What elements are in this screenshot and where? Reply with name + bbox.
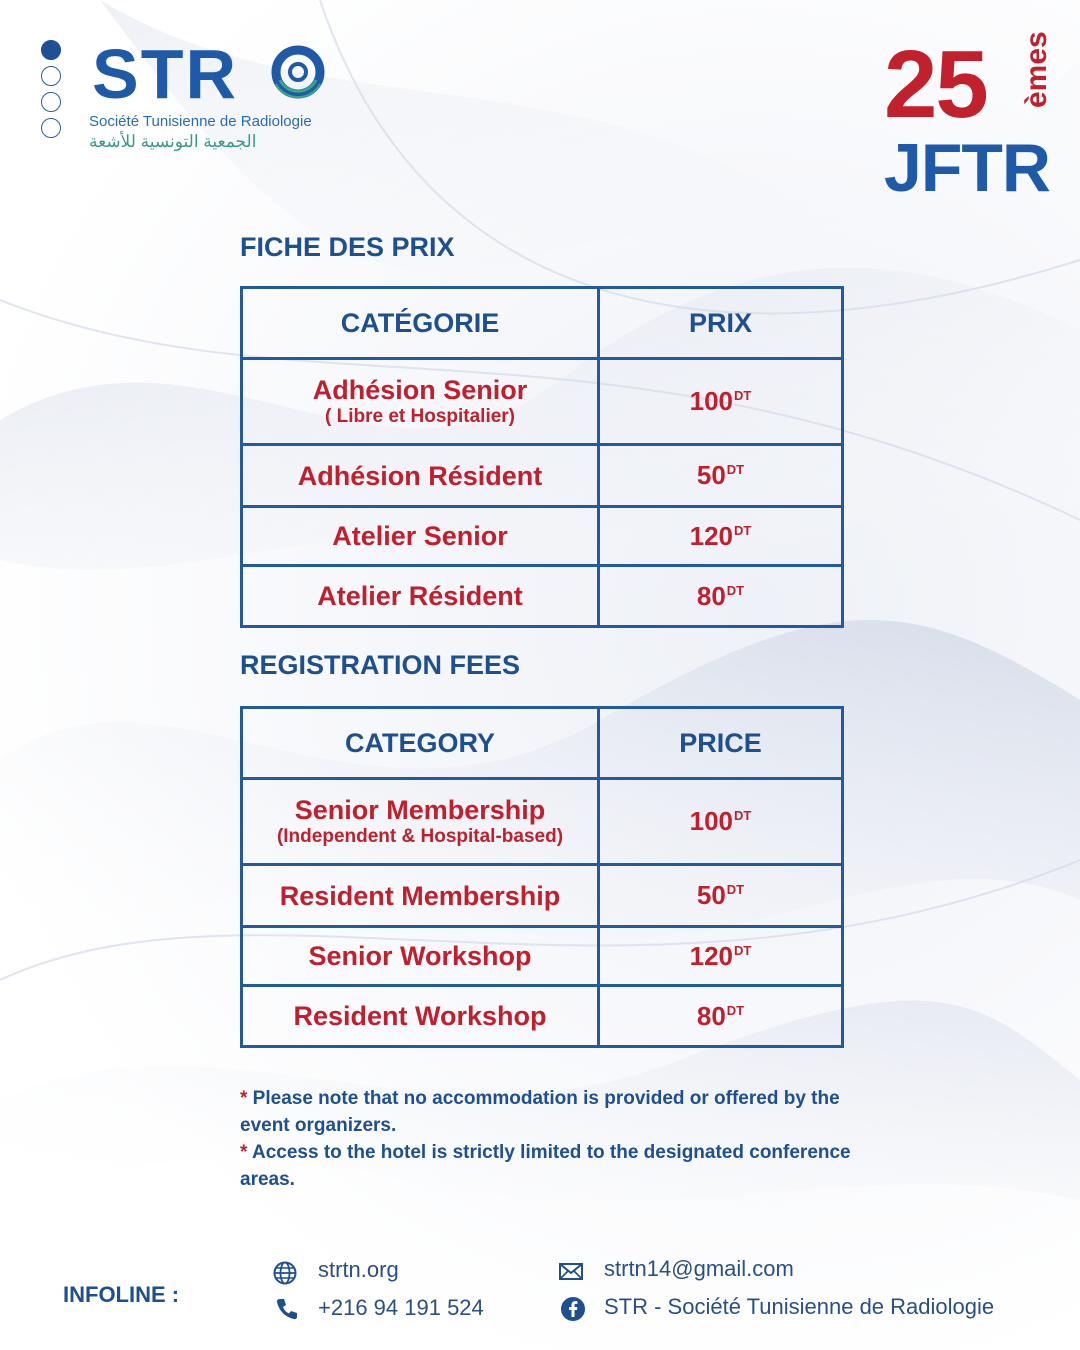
price-value: 120 (689, 940, 734, 971)
category-cell (242, 986, 599, 1047)
category-cell (242, 359, 599, 445)
phone-number[interactable]: +216 94 191 524 (318, 1295, 484, 1320)
logo-dot (41, 40, 61, 60)
price-value: 120 (689, 520, 734, 551)
currency: DT (726, 1002, 745, 1018)
logo-subtitle: Société Tunisienne de Radiologie (89, 113, 312, 130)
price-cell (599, 986, 843, 1047)
table-row (242, 445, 843, 507)
currency: DT (726, 462, 745, 477)
website-link[interactable]: strtn.org (318, 1257, 399, 1282)
table-row (242, 359, 843, 445)
str-logo-icon (270, 44, 326, 100)
event-number: 25 (884, 31, 987, 138)
category-sublabel: ( Libre et Hospitalier) (324, 405, 516, 427)
category-cell (242, 779, 599, 865)
fiche-table (240, 286, 844, 628)
currency: DT (726, 582, 745, 598)
category-label: Adhésion Senior (312, 374, 528, 405)
currency: DT (734, 388, 752, 403)
price-cell (599, 779, 843, 865)
price-value: 50 (696, 880, 726, 910)
currency: DT (734, 522, 752, 538)
table-row (242, 507, 843, 566)
category-cell (242, 507, 599, 566)
disclaimer-notes (240, 1085, 860, 1193)
event-name: JFTR (884, 130, 1050, 206)
category-cell (242, 927, 599, 986)
price-cell (599, 865, 843, 927)
currency: DT (734, 942, 752, 958)
facebook-icon (560, 1296, 586, 1322)
category-sublabel: (Independent & Hospital-based) (276, 825, 564, 847)
header-price: PRIX (599, 288, 843, 359)
logo-dot (41, 92, 61, 112)
header-category: CATÉGORIE (242, 288, 599, 359)
price-value: 100 (689, 806, 734, 836)
note-marker: * (240, 1142, 248, 1163)
str-logo (38, 35, 358, 160)
logo-dot (41, 118, 61, 138)
registration-table (240, 706, 844, 1048)
logo-dots (38, 40, 66, 144)
category-label: Senior Membership (294, 794, 546, 825)
table-header-row (242, 708, 843, 779)
category-label: Atelier Senior (332, 521, 508, 551)
category-label: Senior Workshop (308, 941, 532, 971)
price-value: 80 (696, 580, 726, 611)
category-cell (242, 445, 599, 507)
note-text: Please note that no accommodation is provided or offered by the event organizers. (240, 1088, 840, 1136)
price-value: 80 (696, 1000, 726, 1031)
table-row (242, 779, 843, 865)
note-text: Access to the hotel is strictly limited to the designated conference areas. (240, 1142, 851, 1190)
category-cell (242, 865, 599, 927)
registration-title: REGISTRATION FEES (240, 650, 521, 680)
header-category: CATEGORY (242, 708, 599, 779)
category-cell (242, 566, 599, 627)
event-number-suffix: èmes (1020, 31, 1053, 108)
price-cell (599, 507, 843, 566)
fiche-title: FICHE DES PRIX (240, 232, 455, 262)
table-row (242, 865, 843, 927)
category-label: Resident Workshop (293, 1001, 547, 1031)
category-label: Resident Membership (279, 880, 561, 911)
table-row (242, 566, 843, 627)
phone-icon (274, 1296, 300, 1322)
currency: DT (734, 808, 752, 823)
logo-subtitle-arabic: الجمعية التونسية للأشعة (89, 132, 257, 151)
price-cell (599, 445, 843, 507)
globe-icon (272, 1260, 298, 1286)
price-value: 100 (689, 386, 734, 416)
category-label: Adhésion Résident (297, 460, 543, 491)
event-badge (880, 31, 1060, 206)
price-cell (599, 566, 843, 627)
header-price: PRICE (599, 708, 843, 779)
price-value: 50 (696, 460, 726, 490)
infoline-label: INFOLINE : (63, 1282, 180, 1307)
table-header-row (242, 288, 843, 359)
price-cell (599, 359, 843, 445)
note (240, 1139, 860, 1193)
logo-name: STR (92, 35, 238, 113)
email-link[interactable]: strtn14@gmail.com (604, 1256, 794, 1281)
currency: DT (726, 882, 745, 897)
price-cell (599, 927, 843, 986)
mail-icon (558, 1258, 584, 1284)
category-label: Atelier Résident (317, 581, 523, 611)
table-row (242, 986, 843, 1047)
table-row (242, 927, 843, 986)
logo-dot (41, 66, 61, 86)
note-marker: * (240, 1088, 248, 1109)
facebook-page-link[interactable]: STR - Société Tunisienne de Radiologie (604, 1294, 995, 1319)
note (240, 1085, 860, 1139)
